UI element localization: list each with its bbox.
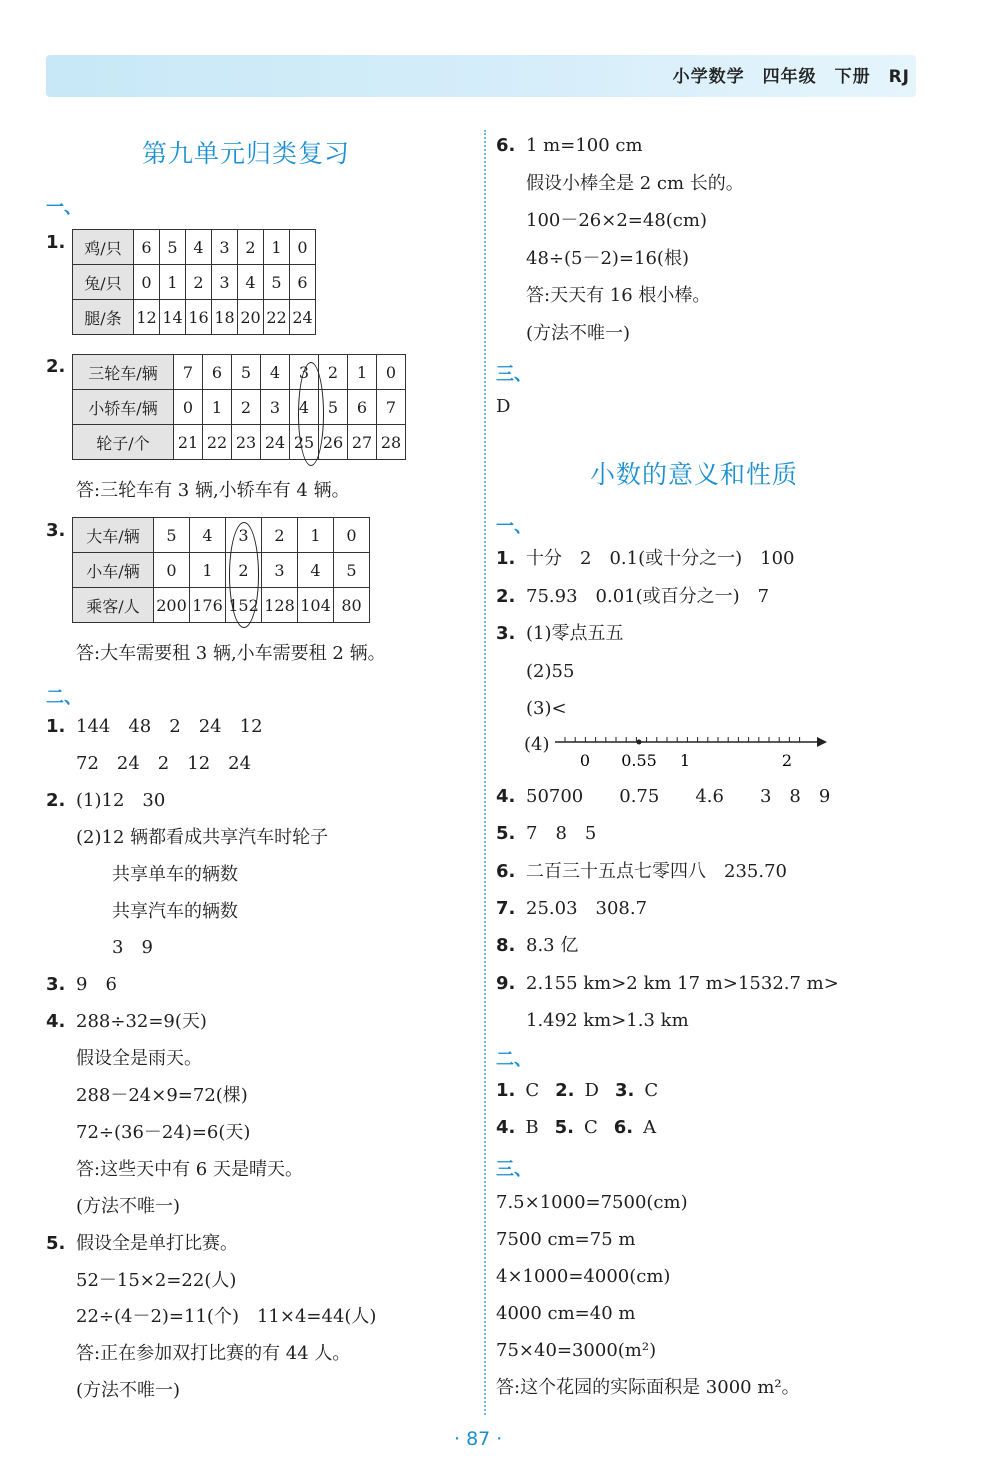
- answer-text: 75.93 0.01(或百分之一) 7: [526, 585, 770, 607]
- table-cell: 5: [232, 355, 261, 390]
- table-cell: 16: [186, 300, 212, 335]
- table-cell: 2: [226, 553, 262, 588]
- answer-line: [496, 935, 578, 957]
- table-cell: 0: [154, 553, 190, 588]
- answer-text: 25.03 308.7: [526, 897, 648, 919]
- table-cell: 3: [262, 553, 298, 588]
- question-number: 4.: [496, 1117, 516, 1138]
- choice-answer: C: [525, 1080, 540, 1101]
- question-number: 8.: [496, 935, 516, 957]
- table-row: [73, 300, 316, 335]
- answer-line: 7.5×1000=7500(cm): [496, 1192, 688, 1213]
- table-cell: 6: [203, 355, 232, 390]
- table-cell: 5: [154, 518, 190, 553]
- table-cell: 6: [134, 230, 160, 265]
- question-number: 4.: [46, 1011, 66, 1033]
- table-cell: 22: [264, 300, 290, 335]
- answer-line: [496, 823, 596, 845]
- table-row: [73, 553, 370, 588]
- table-cell: 12: [134, 300, 160, 335]
- answer-line: [496, 548, 794, 570]
- answer-text: 十分 2 0.1(或十分之一) 100: [526, 548, 795, 569]
- table-cell: 1: [190, 553, 226, 588]
- numline-label-1: 1: [679, 751, 691, 770]
- answer-text: 假设小棒全是 2 cm 长的。: [526, 172, 744, 194]
- choice-answer: C: [644, 1080, 659, 1101]
- question-number: 2.: [555, 1080, 575, 1101]
- table-cell: 0: [134, 265, 160, 300]
- table-cell: 2: [186, 265, 212, 300]
- answer-text: 8.3 亿: [526, 935, 579, 957]
- answer-line: [496, 898, 647, 920]
- answer-line: [496, 586, 769, 608]
- question-number: 2.: [46, 789, 66, 811]
- answer-line: 4×1000=4000(cm): [496, 1266, 671, 1287]
- table-cell: 0: [377, 355, 406, 390]
- row-header: 小车/辆: [73, 553, 154, 588]
- q1-number: 1.: [46, 232, 66, 253]
- choice-answer: A: [643, 1117, 657, 1138]
- table-cell: 6: [348, 390, 377, 425]
- answer-text: (方法不唯一): [526, 322, 631, 344]
- table-cell: 18: [212, 300, 238, 335]
- answer-line: 答:这个花园的实际面积是 3000 m²。: [496, 1377, 800, 1398]
- table-cell: 1: [348, 355, 377, 390]
- table-cell: 1: [298, 518, 334, 553]
- answer-line: [46, 1122, 250, 1144]
- table-cell: 4: [186, 230, 212, 265]
- question-number: 1.: [496, 548, 516, 569]
- answer-text: 288÷32=9(天): [76, 1011, 207, 1033]
- answer-line: [46, 827, 328, 849]
- left-section-2: 二、: [46, 687, 82, 708]
- table-row: [73, 265, 316, 300]
- table-cell: 4: [261, 355, 290, 390]
- choice-answer: D: [584, 1080, 599, 1101]
- table-cell: 200: [154, 588, 190, 623]
- numline-prefix: (4): [524, 734, 550, 755]
- answer-text: 1 m=100 cm: [526, 135, 643, 156]
- table-cell: 1: [264, 230, 290, 265]
- answer-line: [46, 790, 165, 812]
- highlight-oval-q3: [229, 522, 259, 628]
- answer-line: 4000 cm=40 m: [496, 1303, 636, 1324]
- table-q1: [72, 229, 316, 335]
- table-cell: 5: [264, 265, 290, 300]
- answer-line: [496, 173, 744, 195]
- table-row: [73, 588, 370, 623]
- table-cell: 14: [160, 300, 186, 335]
- table-cell: 5: [160, 230, 186, 265]
- table-cell: 3: [290, 355, 319, 390]
- table-cell: 21: [174, 425, 203, 460]
- table-cell: 4: [290, 390, 319, 425]
- answer-line: [496, 285, 710, 307]
- answer-line: [496, 973, 839, 995]
- choice-answer: C: [583, 1117, 598, 1138]
- table-cell: 4: [190, 518, 226, 553]
- answer-text: 288－24×9=72(棵): [76, 1085, 248, 1106]
- answer-line: [46, 1380, 180, 1402]
- answer-text: 假设全是单打比赛。: [76, 1232, 238, 1254]
- number-line-arrow: [817, 737, 827, 747]
- q3-answer: 答:大车需要租 3 辆,小车需要租 2 辆。: [76, 643, 386, 664]
- answer-text: (方法不唯一): [76, 1380, 181, 1402]
- answer-line: [496, 1010, 689, 1032]
- q3-number: 3.: [46, 520, 66, 541]
- right-section-3-answer: D: [496, 396, 511, 417]
- row-header: 兔/只: [73, 265, 134, 300]
- table-cell: 3: [212, 230, 238, 265]
- answer-text: 1.492 km>1.3 km: [526, 1009, 689, 1031]
- answer-line: [46, 1343, 350, 1365]
- answer-line: [496, 135, 643, 157]
- right-section-3: 三、: [496, 364, 532, 385]
- answer-line: [46, 1233, 238, 1255]
- page-number: · 87 ·: [454, 1428, 503, 1450]
- left-title: 第九单元归类复习: [142, 139, 351, 168]
- table-cell: 2: [262, 518, 298, 553]
- answer-text: 72÷(36－24)=6(天): [76, 1121, 251, 1143]
- question-number: 6.: [496, 860, 516, 882]
- answer-line: [46, 1048, 202, 1070]
- answer-line: [496, 323, 630, 345]
- table-cell: 1: [160, 265, 186, 300]
- column-divider: [484, 130, 486, 1415]
- table-row: [73, 230, 316, 265]
- answer-text: 共享汽车的辆数: [76, 900, 238, 922]
- answer-text: 50700 0.75 4.6 3 8 9: [526, 786, 831, 807]
- answer-line: [46, 716, 263, 738]
- answer-text: (2)12 辆都看成共享汽车时轮子: [76, 826, 329, 848]
- answer-line: [46, 937, 153, 959]
- table-row: [73, 425, 406, 460]
- question-number: 6.: [496, 135, 516, 156]
- table-cell: 128: [262, 588, 298, 623]
- table-cell: 27: [348, 425, 377, 460]
- answer-line: [46, 901, 238, 923]
- answer-text: 答:这些天中有 6 天是晴天。: [76, 1158, 303, 1180]
- table-q3: [72, 517, 370, 623]
- header-label: 小学数学 四年级 下册 RJ: [672, 67, 910, 87]
- answer-text: 7 8 5: [526, 823, 597, 845]
- answer-text: 2.155 km>2 km 17 m>1532.7 m>: [526, 972, 839, 994]
- question-number: 2.: [496, 585, 516, 607]
- answer-text: (1)零点五五: [526, 623, 624, 644]
- q2-number: 2.: [46, 356, 66, 377]
- answer-line: [46, 1011, 207, 1033]
- answer-text: (2)55: [526, 660, 575, 682]
- row-header: 三轮车/辆: [73, 355, 174, 390]
- table-cell: 176: [190, 588, 226, 623]
- answer-text: 22÷(4－2)=11(个) 11×4=44(人): [76, 1306, 377, 1328]
- question-number: 6.: [613, 1117, 634, 1138]
- row-header: 小轿车/辆: [73, 390, 174, 425]
- table-row: [73, 518, 370, 553]
- answer-line: [496, 248, 689, 270]
- answer-line: [46, 1270, 236, 1292]
- table-cell: 24: [261, 425, 290, 460]
- answer-text: 100－26×2=48(cm): [526, 210, 707, 231]
- answer-line: [496, 698, 567, 720]
- table-cell: 24: [290, 300, 316, 335]
- row-header: 大车/辆: [73, 518, 154, 553]
- table-cell: 104: [298, 588, 334, 623]
- answer-text: 3 9: [76, 937, 153, 959]
- answer-text: 假设全是雨天。: [76, 1048, 202, 1070]
- left-section-1: 一、: [46, 197, 82, 218]
- answer-text: 72 24 2 12 24: [76, 752, 252, 774]
- answer-line: [46, 753, 251, 775]
- question-number: 3.: [614, 1080, 635, 1101]
- answer-text: 48÷(5－2)=16(根): [526, 247, 689, 269]
- answer-line: [46, 1159, 303, 1181]
- table-cell: 4: [238, 265, 264, 300]
- number-line: [555, 730, 835, 780]
- table-cell: 26: [319, 425, 348, 460]
- numline-point-055: [637, 740, 642, 745]
- answer-text: 9 6: [76, 974, 117, 996]
- answer-line: [496, 623, 624, 645]
- answer-line: [46, 1085, 248, 1107]
- table-cell: 25: [290, 425, 319, 460]
- table-cell: 28: [377, 425, 406, 460]
- row-header: 鸡/只: [73, 230, 134, 265]
- answer-text: 二百三十五点七零四八 235.70: [526, 860, 787, 882]
- row-header: 轮子/个: [73, 425, 174, 460]
- row-header: 乘客/人: [73, 588, 154, 623]
- choice-answer: B: [525, 1117, 539, 1138]
- answer-text: (1)12 30: [76, 789, 166, 811]
- question-number: 3.: [496, 623, 516, 644]
- table-q2: [72, 354, 406, 460]
- table-cell: 3: [226, 518, 262, 553]
- table-cell: 7: [377, 390, 406, 425]
- answer-line: [46, 864, 238, 886]
- answer-text: 52－15×2=22(人): [76, 1269, 237, 1291]
- table-row: [73, 355, 406, 390]
- table-cell: 7: [174, 355, 203, 390]
- question-number: 7.: [496, 897, 516, 919]
- table-cell: 5: [334, 553, 370, 588]
- table-cell: 2: [319, 355, 348, 390]
- answer-line: 7500 cm=75 m: [496, 1229, 636, 1250]
- table-cell: 152: [226, 588, 262, 623]
- right-section-2: 二、: [496, 1049, 532, 1070]
- answer-line: [496, 786, 830, 808]
- question-number: 4.: [496, 786, 516, 807]
- question-number: 5.: [46, 1232, 66, 1254]
- table-cell: 1: [203, 390, 232, 425]
- question-number: 5.: [554, 1117, 574, 1138]
- table-cell: 23: [232, 425, 261, 460]
- table-row: [73, 390, 406, 425]
- answer-line: 75×40=3000(m²): [496, 1340, 657, 1361]
- row-header: 腿/条: [73, 300, 134, 335]
- table-cell: 20: [238, 300, 264, 335]
- question-number: 3.: [46, 974, 66, 996]
- table-cell: 4: [298, 553, 334, 588]
- table-cell: 2: [232, 390, 261, 425]
- numline-label-2: 2: [781, 751, 793, 770]
- answer-line: [496, 210, 707, 232]
- table-cell: 22: [203, 425, 232, 460]
- question-number: 1.: [46, 716, 66, 737]
- table-cell: 80: [334, 588, 370, 623]
- answer-text: 答:天天有 16 根小棒。: [526, 285, 711, 306]
- q2-answer: 答:三轮车有 3 辆,小轿车有 4 辆。: [76, 480, 350, 501]
- table-cell: 5: [319, 390, 348, 425]
- choice-row: [496, 1117, 672, 1139]
- answer-text: 144 48 2 24 12: [76, 716, 263, 737]
- highlight-oval-q2: [298, 362, 324, 466]
- table-cell: 2: [238, 230, 264, 265]
- question-number: 9.: [496, 972, 516, 994]
- table-cell: 3: [261, 390, 290, 425]
- numline-label-055: 0.55: [621, 751, 657, 770]
- answer-line: [496, 861, 787, 883]
- table-cell: 3: [212, 265, 238, 300]
- answer-line: [496, 661, 574, 683]
- answer-line: [46, 1196, 180, 1218]
- choice-row: [496, 1080, 674, 1102]
- answer-text: 答:正在参加双打比赛的有 44 人。: [76, 1343, 351, 1365]
- question-number: 1.: [496, 1080, 516, 1101]
- answer-line: [46, 974, 117, 996]
- question-number: 5.: [496, 823, 516, 845]
- answer-text: 共享单车的辆数: [76, 863, 238, 885]
- answer-text: (方法不唯一): [76, 1195, 181, 1217]
- table-cell: 0: [174, 390, 203, 425]
- right-section-3b: 三、: [496, 1159, 532, 1180]
- answer-text: (3)<: [526, 698, 567, 719]
- table-cell: 0: [290, 230, 316, 265]
- answer-line: [46, 1306, 376, 1328]
- table-cell: 6: [290, 265, 316, 300]
- right-title: 小数的意义和性质: [590, 460, 799, 489]
- numline-label-0: 0: [579, 751, 591, 770]
- right-section-1: 一、: [496, 516, 532, 537]
- table-cell: 0: [334, 518, 370, 553]
